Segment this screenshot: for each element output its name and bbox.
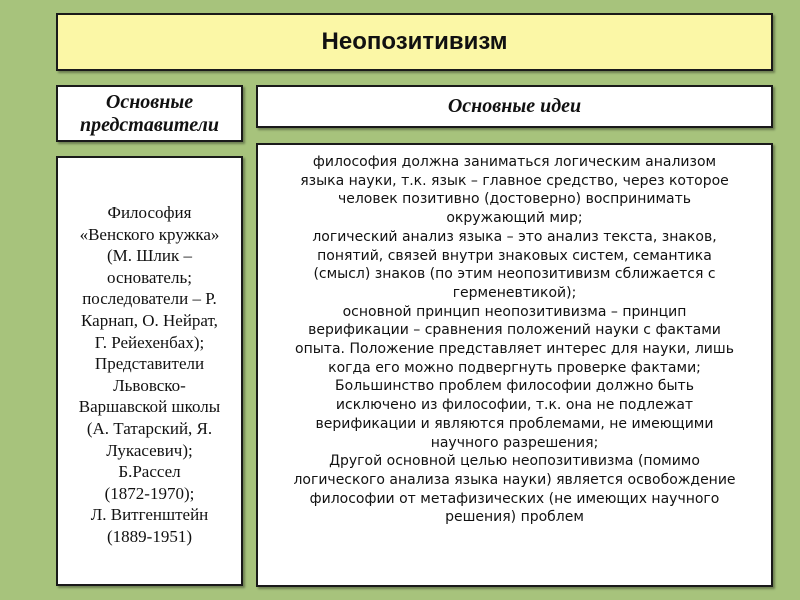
ideas-line: верификации – сравнения положений науки с фактами bbox=[308, 322, 721, 339]
ideas-line: философия должна заниматься логическим анализом bbox=[312, 154, 717, 170]
ideas-line: верификации и являются проблемами, не имеющими bbox=[315, 415, 714, 432]
ideas-header bbox=[256, 85, 773, 128]
representatives-header-line-1: Основные bbox=[105, 90, 194, 113]
representatives-line: Карнап, О. Нейрат, bbox=[81, 310, 218, 330]
representatives-line: Представители bbox=[94, 354, 205, 374]
representatives-line: Г. Рейехенбах); bbox=[94, 332, 205, 352]
representatives-line: (М. Шлик – bbox=[106, 246, 193, 266]
ideas-line: логического анализа языка науки) является освобождение bbox=[293, 471, 736, 488]
ideas-line: логический анализ языка – это анализ текста, знаков, bbox=[312, 228, 717, 245]
ideas-line: герменевтикой); bbox=[452, 284, 577, 301]
representatives-content bbox=[56, 156, 243, 586]
ideas-line: опыта. Положение представляет интерес для науки, лишь bbox=[295, 341, 734, 358]
representatives-line: последователи – Р. bbox=[82, 289, 217, 309]
representatives-header-line-2: представители bbox=[80, 113, 219, 136]
ideas-line: Другой основной целью неопозитивизма (помимо bbox=[329, 453, 700, 470]
ideas-content bbox=[256, 143, 773, 587]
representatives-line: Б.Рассел bbox=[118, 462, 181, 482]
ideas-line: человек позитивно (достоверно) воспринимать bbox=[337, 191, 692, 208]
page-title: Неопозитивизм bbox=[321, 28, 508, 55]
representatives-line: основатель; bbox=[107, 267, 192, 287]
ideas-line: языка науки, т.к. язык – главное средство, через которое bbox=[300, 172, 729, 189]
ideas-line: философии от метафизических (не имеющих научного bbox=[309, 490, 720, 507]
representatives-line: Варшавской школы bbox=[78, 397, 221, 417]
ideas-line: понятий, связей внутри знаковых систем, семантика bbox=[317, 247, 712, 264]
title-box bbox=[56, 13, 773, 71]
ideas-line: основной принцип неопозитивизма – принцип bbox=[342, 303, 687, 320]
representatives-line: (1889-1951) bbox=[107, 526, 192, 546]
ideas-line: Большинство проблем философии должно быть bbox=[335, 378, 694, 395]
ideas-header-label: Основные идеи bbox=[447, 95, 582, 117]
representatives-header bbox=[56, 85, 243, 142]
representatives-line: Л. Витгенштейн bbox=[90, 505, 209, 525]
ideas-line: (смысл) знаков (по этим неопозитивизм сближается с bbox=[313, 266, 716, 283]
ideas-line: когда его можно подвергнуть проверке фактами; bbox=[328, 359, 701, 376]
representatives-line: (1872-1970); bbox=[104, 483, 195, 503]
representatives-line: Львовско- bbox=[113, 375, 186, 395]
representatives-line: Философия bbox=[107, 203, 192, 222]
representatives-line: Лукасевич); bbox=[106, 440, 193, 460]
representatives-line: «Венского кружка» bbox=[79, 224, 220, 244]
ideas-line: окружающий мир; bbox=[446, 210, 583, 227]
ideas-line: научного разрешения; bbox=[430, 434, 599, 451]
ideas-line: решения) проблем bbox=[445, 509, 584, 526]
ideas-line: исключено из философии, т.к. она не подлежат bbox=[335, 397, 694, 414]
representatives-line: (А. Татарский, Я. bbox=[86, 418, 213, 438]
